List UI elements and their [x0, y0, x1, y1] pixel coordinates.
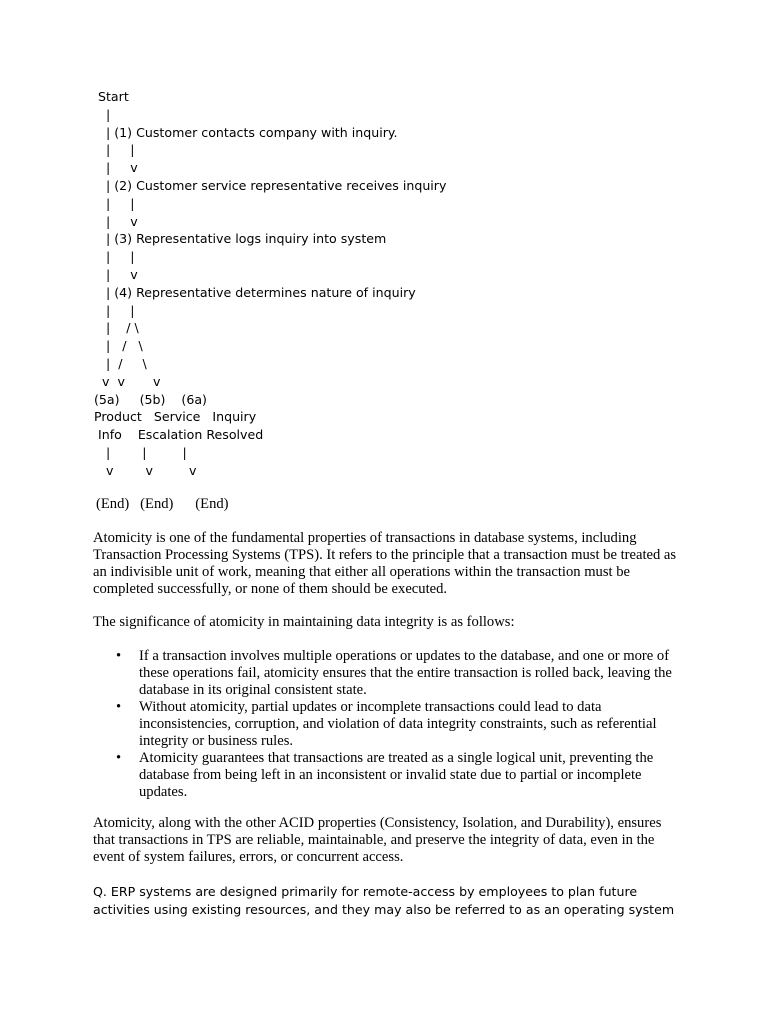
flowchart-line: | v	[94, 160, 138, 176]
bullet-item	[93, 648, 683, 699]
bullet-icon: •	[116, 648, 122, 664]
flowchart-line: | | |	[94, 444, 187, 460]
bullet-item	[93, 750, 683, 801]
flowchart-line: Info Escalation Resolved	[94, 427, 264, 443]
flowchart-line: Start	[94, 89, 129, 104]
significance-paragraph: The significance of atomicity in maintaining data integrity is as follows:	[93, 614, 515, 630]
flowchart-line: | / \	[94, 320, 139, 336]
atomicity-intro-paragraph: Atomicity is one of the fundamental properties of transactions in database systems, including Transaction Processing Systems (TPS). It refers to the principle that a transaction must be treated as an indivisible unit of work, meaning that either all operations within the transaction must be completed successfully, or none of them should be executed.	[93, 530, 677, 597]
flowchart-end-labels: (End) (End) (End)	[96, 496, 229, 512]
bullet-text: Atomicity guarantees that transactions are treated as a single logical unit, preventing the database from being left in an inconsistent or invalid state due to partial or incomplete updates.	[139, 750, 654, 800]
flowchart-line: Product Service Inquiry	[94, 409, 257, 425]
flowchart-diagram	[94, 88, 446, 480]
flowchart-line: | (2) Customer service representative receives inquiry	[94, 177, 447, 193]
flowchart-line: | |	[94, 142, 135, 158]
flowchart-line: | (4) Representative determines nature of inquiry	[94, 284, 416, 300]
bullet-icon: •	[116, 699, 122, 715]
flowchart-line: | v	[94, 266, 138, 282]
flowchart-line: | v	[94, 213, 138, 229]
flowchart-line: | (1) Customer contacts company with inquiry.	[94, 124, 398, 140]
flowchart-line: (5a) (5b) (6a)	[94, 391, 207, 407]
flowchart-line: |	[94, 106, 111, 122]
bullet-icon: •	[116, 750, 122, 766]
flowchart-line: | / \	[94, 338, 143, 354]
flowchart-line: | |	[94, 249, 135, 265]
flowchart-line: | / \	[94, 355, 147, 371]
acid-paragraph: Atomicity, along with the other ACID properties (Consistency, Isolation, and Durability), ensures that transactions in TPS are reliable, maintainable, and preserve the integrity of data, even in the event of system failures, errors, or concurrent access.	[93, 815, 662, 865]
flowchart-line: v v v	[94, 462, 197, 478]
bullet-text: Without atomicity, partial updates or incomplete transactions could lead to data inconsistencies, corruption, and violation of data integrity constraints, such as referential integrity or business rules.	[139, 699, 657, 749]
significance-bullet-list	[93, 648, 683, 801]
erp-question-text: Q. ERP systems are designed primarily for remote-access by employees to plan future activities using existing resources, and they may also be referred to as an operating system	[93, 884, 675, 917]
flowchart-line: v v v	[94, 373, 161, 389]
flowchart-line: | |	[94, 302, 135, 318]
bullet-text: If a transaction involves multiple operations or updates to the database, and one or more of these operations fail, atomicity ensures that the entire transaction is rolled back, leaving the database in its original consistent state.	[139, 648, 672, 698]
flowchart-line: | |	[94, 195, 135, 211]
flowchart-line: | (3) Representative logs inquiry into system	[94, 231, 387, 247]
bullet-item	[93, 699, 683, 750]
